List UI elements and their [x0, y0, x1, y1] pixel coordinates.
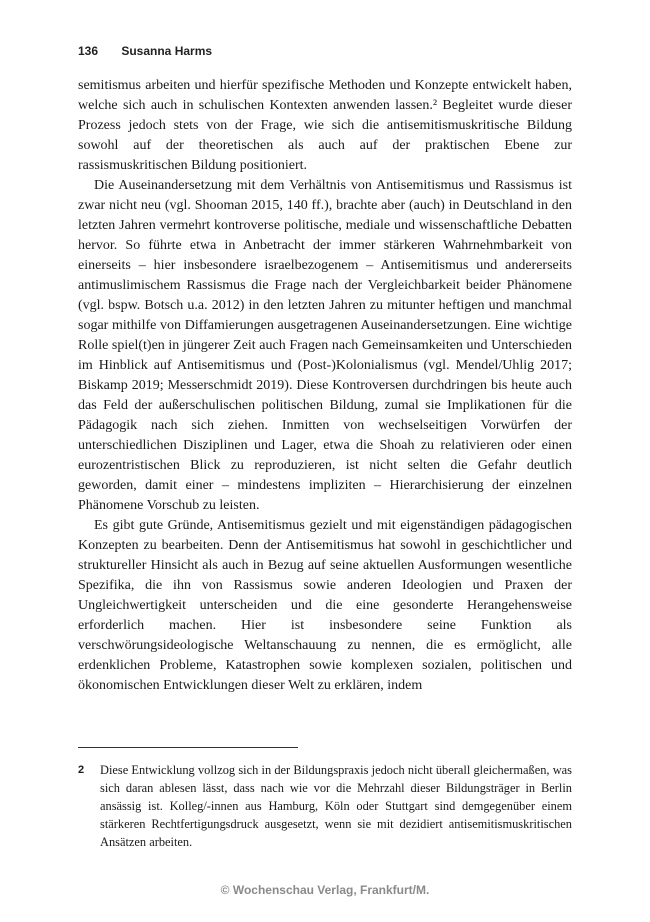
running-header — [78, 44, 212, 58]
page-number: 136 — [78, 44, 99, 58]
paragraph: Es gibt gute Gründe, Antisemitismus gezielt und mit eigenständigen pädagogischen Konzepten zu bearbeiten. Denn der Antisemitismus hat sowohl in geschichtlicher und struktureller Hinsicht als auch in Bezug auf seine aktuellen Ausformungen wesentliche Spezifika, die ihn von Rassismus sowie anderen Ideologien und Praxen der Ungleichwertigkeit unterscheiden und die eine gesonderte Herangehensweise erforderlich machen. Hier ist insbesondere seine Funktion als verschwörungsideologische Weltanschauung zu nennen, die es ermöglicht, alle erdenklichen Probleme, Katastrophen sowie komplexen sozialen, politischen und ökonomischen Entwicklungen dieser Welt zu erklären, indem — [78, 518, 572, 693]
copyright-notice: © Wochenschau Verlag, Frankfurt/M. — [220, 883, 430, 897]
paragraph: Die Auseinandersetzung mit dem Verhältnis von Antisemitismus und Rassismus ist zwar nicht neu (vgl. Shooman 2015, 140 ff.), brachte aber (auch) in Deutschland in den letzten Jahren vermehrt kontroverse politische, mediale und wissenschaftliche Debatten hervor. So führte etwa in Anbetracht der immer stärkeren Wahrnehmbarkeit von einerseits – hier insbesondere israelbezogenem – Antisemitismus und andererseits antimuslimischem Rassismus die Frage nach der Vergleichbarkeit beider Phänomene (vgl. bspw. Botsch u.a. 2012) in den letzten Jahren zu mitunter heftigen und manchmal sogar mithilfe von Diffamierungen ausgetragenen Auseinandersetzungen. Eine wichtige Rolle spiel(t)en in jüngerer Zeit auch Fragen nach Gemeinsamkeiten und Unterschieden im Hinblick auf Antisemitismus und (Post-)Kolonialismus (vgl. Mendel/Uhlig 2017; Biskamp 2019; Messerschmidt 2019). Diese Kontroversen durchdringen bis heute auch das Feld der außerschulischen politischen Bildung, zumal sie Implikationen für die Pädagogik nach sich ziehen. Inmitten von wechselseitigen Vorwürfen der unterschiedlichen Disziplinen und Lager, etwa die Shoah zu relativieren oder einen eurozentristischen Blick zu reproduzieren, ist nicht selten die Gefahr deutlich geworden, damit einer – mindestens impliziten – Hierarchisierung der einzelnen Phänomene Vorschub zu leisten. — [78, 178, 572, 513]
footnote-separator — [78, 747, 298, 748]
running-header-author: Susanna Harms — [121, 44, 213, 58]
footnote — [78, 761, 572, 851]
footnote-number: 2 — [78, 764, 85, 776]
paragraph: semitismus arbeiten und hierfür spezifische Methoden und Konzepte entwickelt haben, welche sich auch in schulischen Kontexten anwenden lassen.² Begleitet wurde dieser Prozess jedoch stets von der Frage, wie sich die antisemitismuskritische Bildung sowohl auf der theoretischen als auch auf der praktischen Ebene zur rassismuskritischen Bildung positioniert. — [78, 78, 572, 173]
main-text — [78, 76, 572, 696]
footnote-text: Diese Entwicklung vollzog sich in der Bildungspraxis jedoch nicht überall gleichermaßen, was sich daran ablesen lässt, dass nach wie vor die Mehrzahl dieser Bildungsträger in Berlin ansässig ist. Kolleg/-innen aus Hamburg, Köln oder Stuttgart sind demgegenüber einem stärkeren Rechtfertigungsdruck ausgesetzt, wenn sie mit dezidiert antisemitismuskritischen Ansätzen arbeiten. — [100, 763, 572, 849]
